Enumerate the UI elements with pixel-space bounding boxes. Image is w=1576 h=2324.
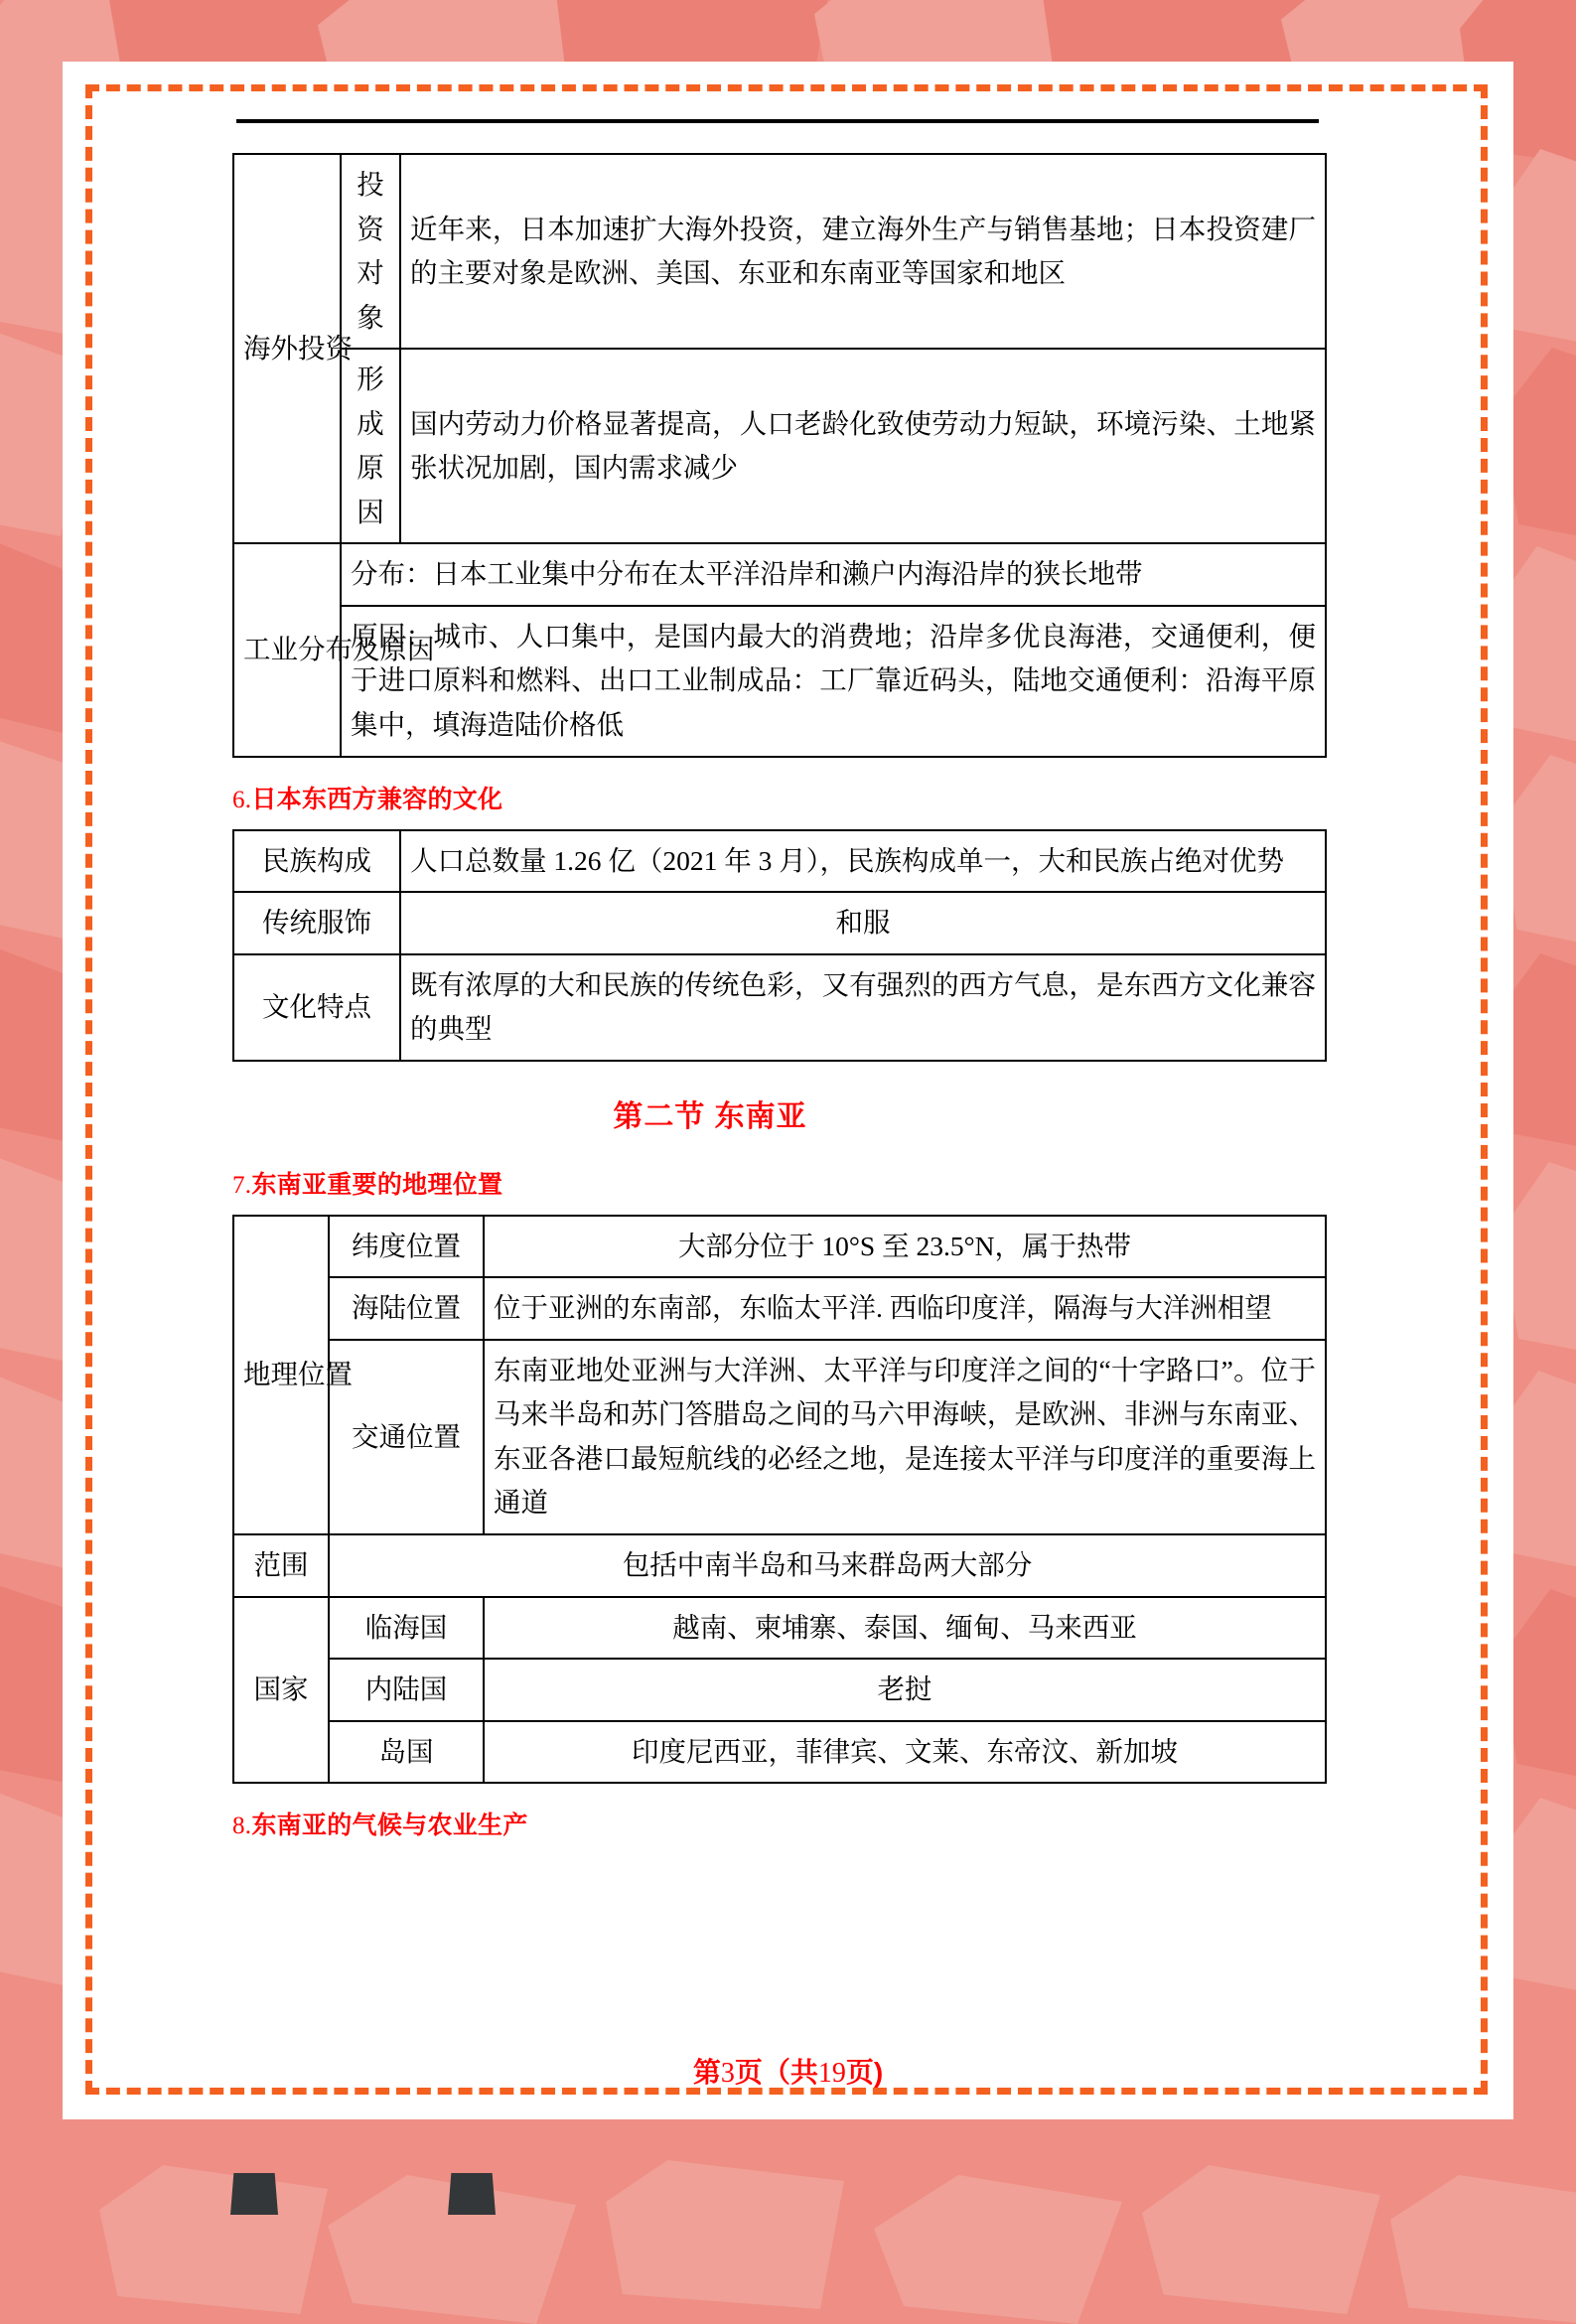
table-row [233, 1721, 1326, 1784]
section-heading-7 [232, 1165, 1261, 1201]
table-row [233, 1277, 1326, 1340]
chapter-title: 第二节 东南亚 [613, 1099, 807, 1133]
section-title-6: 日本东西方兼容的文化 [251, 785, 503, 813]
sub-label-formation-cause: 形成原因 [341, 349, 400, 543]
cell-industry-distribution: 分布：日本工业集中分布在太平洋沿岸和濑户内海沿岸的狭长地带 [341, 543, 1326, 606]
cell-traditional-clothing: 和服 [400, 892, 1326, 954]
label-ethnic-composition: 民族构成 [233, 830, 400, 893]
table-row [233, 1597, 1326, 1660]
label-cultural-features: 文化特点 [233, 954, 400, 1061]
label-scope: 范围 [233, 1534, 329, 1597]
section-heading-6 [232, 780, 1261, 815]
table-southeast-asia-location [232, 1215, 1327, 1784]
section-title-8: 东南亚的气候与农业生产 [251, 1812, 528, 1840]
table-japan-culture [232, 829, 1327, 1062]
table-japan-industry [232, 153, 1327, 758]
label-transport-position: 交通位置 [329, 1340, 484, 1534]
table-row [233, 543, 1326, 606]
section-title-7: 东南亚重要的地理位置 [251, 1170, 503, 1199]
table-row [233, 892, 1326, 954]
document-body [159, 119, 1316, 1855]
bg-polygon [606, 2160, 844, 2309]
cell-transport-position: 东南亚地处亚洲与大洋洲、太平洋与印度洋之间的“十字路口”。位于马来半岛和苏门答腊岛之间的马六甲海峡，是欧洲、非洲与东南亚、东亚各港口最短航线的必经之地，是连接太平洋与印度洋的重要海上通道 [484, 1340, 1326, 1534]
label-land-sea-position: 海陆位置 [329, 1277, 484, 1340]
table-row [233, 154, 1326, 349]
row-group-label-countries: 国家 [233, 1597, 329, 1784]
label-island-countries: 岛国 [329, 1721, 484, 1784]
cell-land-sea-position: 位于亚洲的东南部，东临太平洋. 西临印度洋，隔海与大洋洲相望 [484, 1277, 1326, 1340]
table-row [233, 1340, 1326, 1534]
bottom-tab-left [230, 2173, 278, 2215]
section-heading-8 [232, 1806, 1261, 1841]
cell-landlocked-countries: 老挝 [484, 1659, 1326, 1721]
section-number-8: 8. [232, 1813, 252, 1840]
bg-polygon [99, 2165, 328, 2314]
footer-middle: 页（共 [734, 2057, 818, 2088]
label-latitude-position: 纬度位置 [329, 1216, 484, 1278]
sub-label-investment-target: 投资对象 [341, 154, 400, 349]
cell-formation-cause-content: 国内劳动力价格显著提高，人口老龄化致使劳动力短缺，环境污染、土地紧张状况加剧，国内需求减少 [400, 349, 1326, 543]
row-group-label-overseas-investment: 海外投资 [233, 154, 341, 543]
cell-cultural-features: 既有浓厚的大和民族的传统色彩，又有强烈的西方气息，是东西方文化兼容的典型 [400, 954, 1326, 1061]
label-landlocked-countries: 内陆国 [329, 1659, 484, 1721]
label-coastal-countries: 临海国 [329, 1597, 484, 1660]
section-number-6: 6. [232, 786, 252, 813]
page-footer [0, 2051, 1576, 2091]
table-row [233, 1534, 1326, 1597]
table-row [233, 606, 1326, 757]
footer-total-pages: 19 [817, 2058, 846, 2089]
footer-prefix: 第 [692, 2057, 721, 2088]
footer-page-number: 3 [720, 2058, 735, 2089]
row-group-label-geographic-location: 地理位置 [233, 1216, 329, 1534]
bottom-tab-right [448, 2173, 496, 2215]
table-row [233, 830, 1326, 893]
cell-latitude-position: 大部分位于 10°S 至 23.5°N，属于热带 [484, 1216, 1326, 1278]
cell-coastal-countries: 越南、柬埔寨、泰国、缅甸、马来西亚 [484, 1597, 1326, 1660]
cell-island-countries: 印度尼西亚，菲律宾、文莱、东帝汶、新加坡 [484, 1721, 1326, 1784]
section-number-7: 7. [232, 1171, 252, 1199]
cell-industry-distribution-reason: 原因：城市、人口集中，是国内最大的消费地；沿岸多优良海港，交通便利，便于进口原料和燃料、出口工业制成品：工厂靠近码头，陆地交通便利：沿海平原集中，填海造陆价格低 [341, 606, 1326, 757]
table-row [233, 954, 1326, 1061]
footer-suffix: 页) [845, 2057, 884, 2088]
table-row [233, 1216, 1326, 1278]
table-row [233, 1659, 1326, 1721]
cell-scope: 包括中南半岛和马来群岛两大部分 [329, 1534, 1326, 1597]
table-row [233, 349, 1326, 543]
cell-investment-target-content: 近年来，日本加速扩大海外投资，建立海外生产与销售基地；日本投资建厂的主要对象是欧洲、美国、东亚和东南亚等国家和地区 [400, 154, 1326, 349]
cell-ethnic-composition: 人口总数量 1.26 亿（2021 年 3 月），民族构成单一，大和民族占绝对优势 [400, 830, 1326, 893]
label-traditional-clothing: 传统服饰 [233, 892, 400, 954]
row-group-label-industry-distribution: 工业分布及原因 [233, 543, 341, 756]
